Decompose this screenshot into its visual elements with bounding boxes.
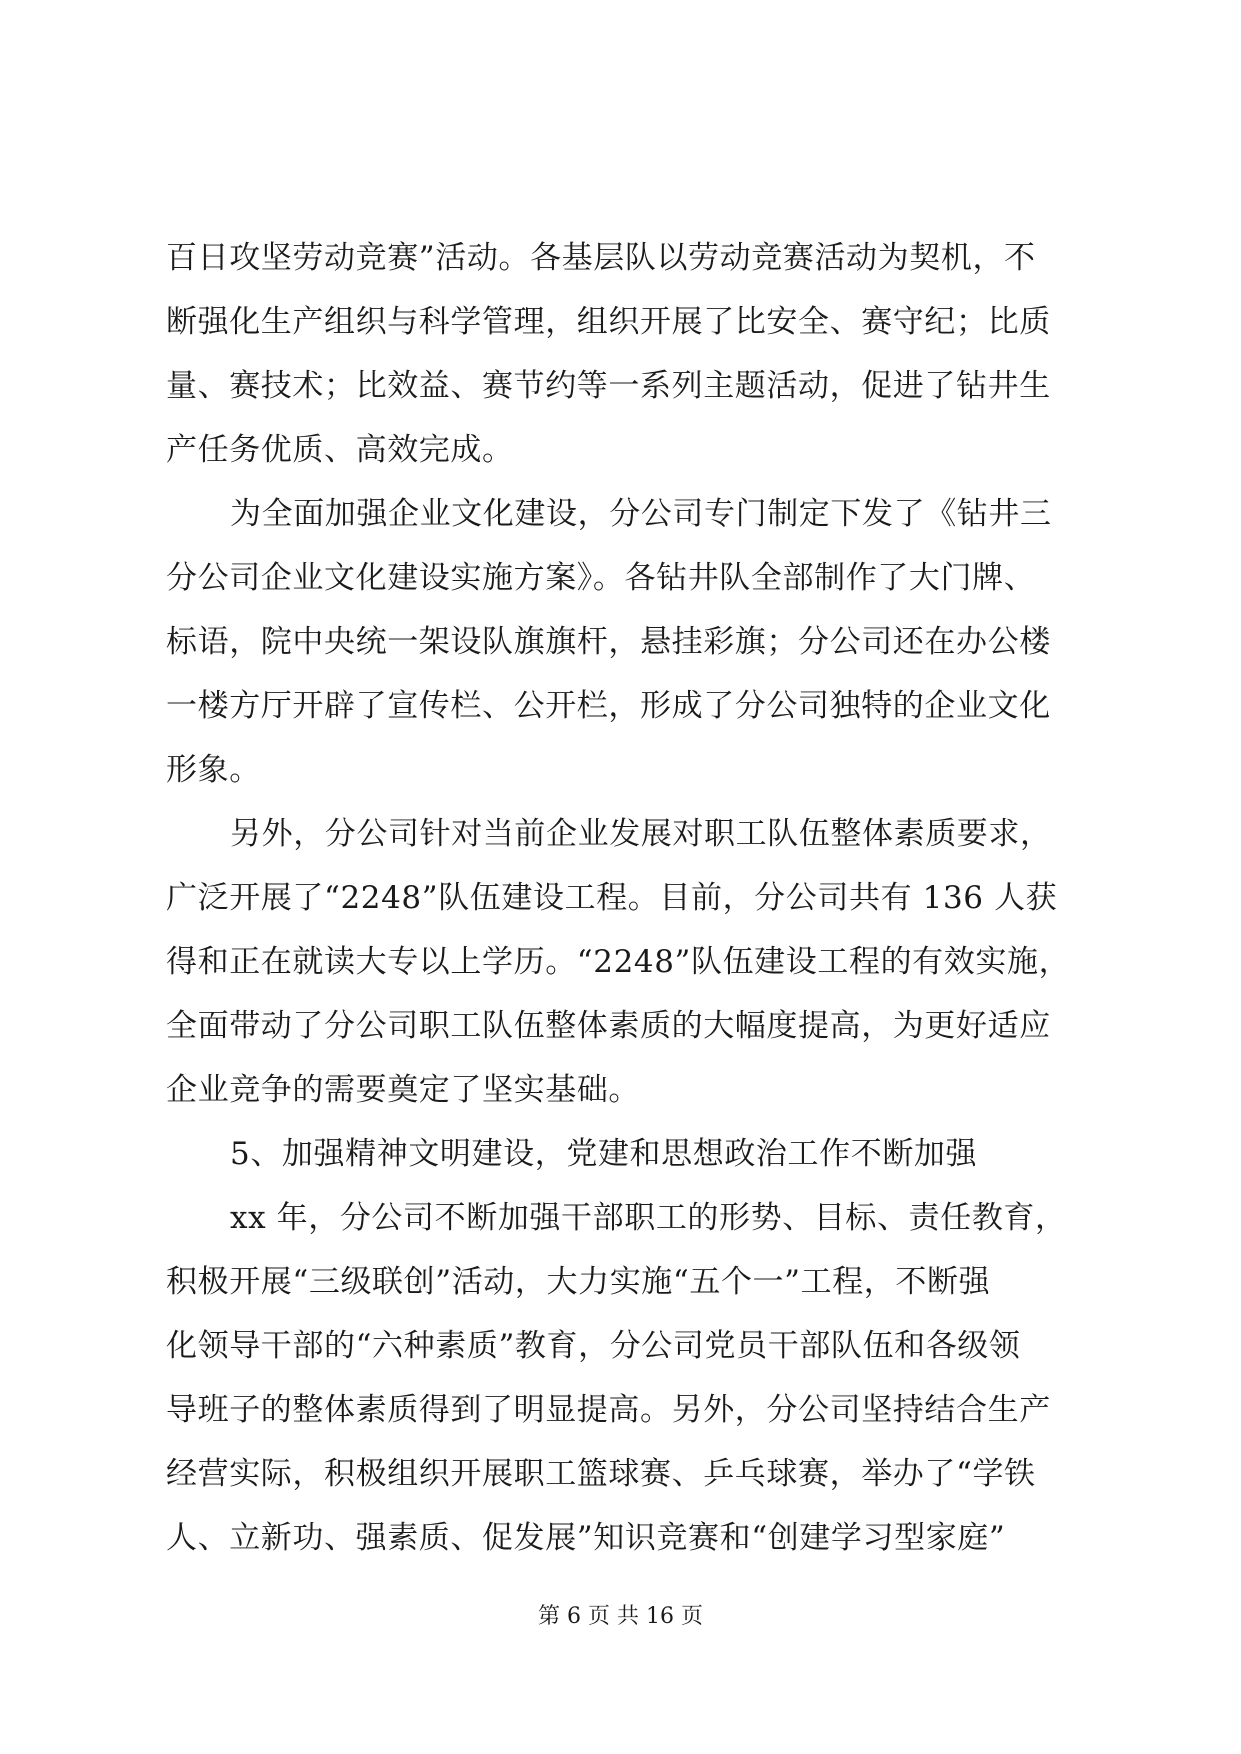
text-line: 标语，院中央统一架设队旗旗杆，悬挂彩旗；分公司还在办公楼	[166, 624, 1051, 660]
text-line: 百日攻坚劳动竞赛”活动。各基层队以劳动竞赛活动为契机，不	[166, 240, 1036, 276]
body-text	[166, 226, 1084, 1570]
text-line: 积极开展“三级联创”活动，大力实施“五个一”工程，不断强	[166, 1264, 991, 1300]
section-heading: 5、加强精神文明建设，党建和思想政治工作不断加强	[230, 1136, 978, 1172]
text-line: 人、立新功、强素质、促发展”知识竞赛和“创建学习型家庭”	[166, 1520, 1006, 1556]
text-line: 量、赛技术；比效益、赛节约等一系列主题活动，促进了钻井生	[166, 368, 1051, 404]
text-line: 得和正在就读大专以上学历。“2248”队伍建设工程的有效实施，	[166, 944, 1071, 980]
text-line: 企业竞争的需要奠定了坚实基础。	[166, 1072, 640, 1108]
text-line: 一楼方厅开辟了宣传栏、公开栏，形成了分公司独特的企业文化	[166, 688, 1051, 724]
text-line: 形象。	[166, 752, 261, 788]
text-line: 经营实际，积极组织开展职工篮球赛、乒乓球赛，举办了“学铁	[166, 1456, 1036, 1492]
text-line: 断强化生产组织与科学管理，组织开展了比安全、赛守纪；比质	[166, 304, 1051, 340]
text-line: 产任务优质、高效完成。	[166, 432, 514, 468]
paragraph-first-line: 另外，分公司针对当前企业发展对职工队伍整体素质要求，	[230, 816, 1052, 852]
page-footer	[0, 1602, 1241, 1632]
text-line: 全面带动了分公司职工队伍整体素质的大幅度提高，为更好适应	[166, 1008, 1051, 1044]
text-line: 导班子的整体素质得到了明显提高。另外，分公司坚持结合生产	[166, 1392, 1051, 1428]
text-line: 分公司企业文化建设实施方案》。各钻井队全部制作了大门牌、	[166, 560, 1036, 596]
text-line: 广泛开展了“2248”队伍建设工程。目前，分公司共有 136 人获	[166, 880, 1058, 916]
text-line: 化领导干部的“六种素质”教育，分公司党员干部队伍和各级领	[166, 1328, 1021, 1364]
paragraph-first-line: 为全面加强企业文化建设，分公司专门制定下发了《钻井三	[230, 496, 1052, 532]
paragraph-first-line: xx 年，分公司不断加强干部职工的形势、目标、责任教育，	[230, 1200, 1067, 1236]
page-number: 第 6 页 共 16 页	[538, 1604, 703, 1629]
